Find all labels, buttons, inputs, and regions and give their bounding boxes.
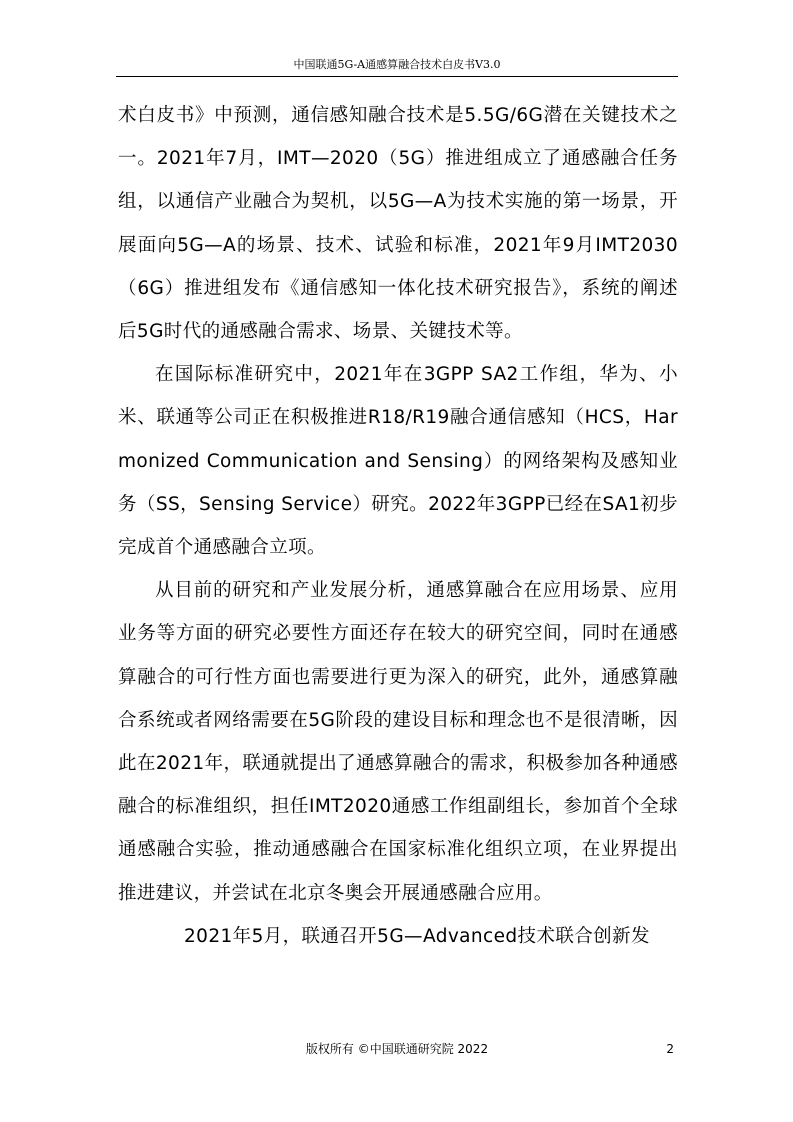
paragraph: 2021年5月，联通召开5G—Advanced技术联合创新发 xyxy=(184,925,650,947)
header-title: 中国联通5G-A通感算融合技术白皮书V3.0 xyxy=(293,58,501,71)
paragraph: 从目前的研究和产业发展分析，通感算融合在应用场景、应用业务等方面的研究必要性方面还存在较大的研究空间，同时在通感算融合的可行性方面也需要进行更为深入的研究，此外，通感算融合系统或者网络需要在5G阶段的建设目标和理念也不是很清晰，因此在2021年，联通就提出了通感算融合的需求，积极参加各种通感融合的标准组织，担任IMT2020通感工作组副组长，参加首个全球通感融合实验，推动通感融合在国家标准化组织立项，在业界提出推进建议，并尝试在北京冬奥会开展通感融合应用。 xyxy=(118,580,678,904)
page-number: 2 xyxy=(666,1042,674,1056)
page-footer xyxy=(116,1041,678,1057)
page-header xyxy=(116,58,678,72)
paragraph: 在国际标准研究中，2021年在3GPP SA2工作组，华为、小米、联通等公司正在积极推进R18/R19融合通信感知（HCS，Harmonized Communication and Sensing）的网络架构及感知业务（SS，Sensing Service）研究。2022年3GPP已经在SA1初步完成首个通感融合立项。 xyxy=(118,364,678,559)
document-body xyxy=(118,94,678,958)
header-divider xyxy=(116,76,678,77)
footer-copyright: 版权所有 ©中国联通研究院 2022 xyxy=(305,1042,489,1056)
paragraph: 术白皮书》中预测，通信感知融合技术是5.5G/6G潜在关键技术之一。2021年7月，IMT—2020（5G）推进组成立了通感融合任务组，以通信产业融合为契机，以5G—A为技术实施的第一场景，开展面向5G—A的场景、技术、试验和标准，2021年9月IMT2030（6G）推进组发布《通信感知一体化技术研究报告》，系统的阐述后5G时代的通感融合需求、场景、关键技术等。 xyxy=(118,105,678,343)
